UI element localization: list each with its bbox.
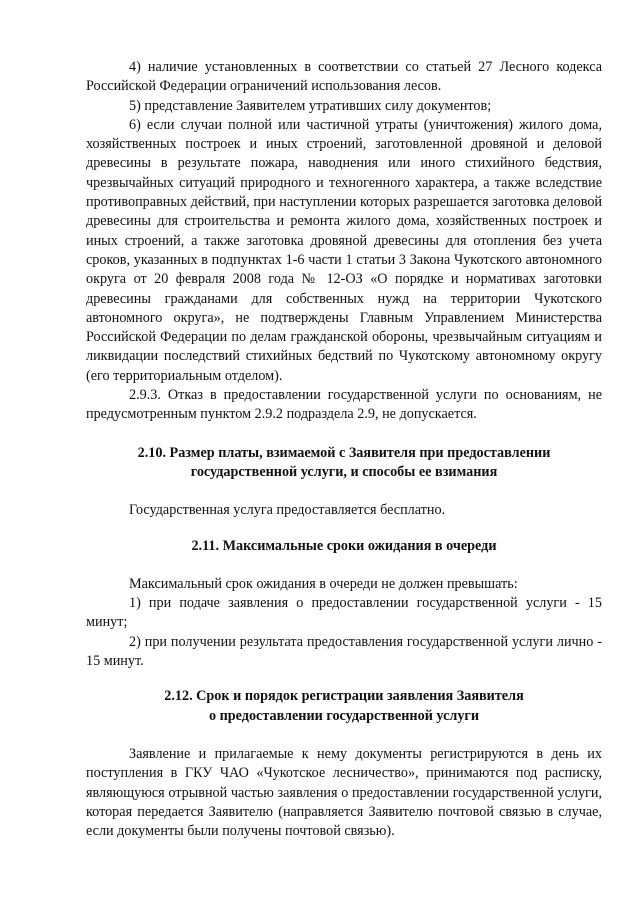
item-6-paragraph: 6) если случаи полной или частичной утраты (уничтожения) жилого дома, хозяйственных построек и иных строений, заготовленной дровяной и деловой древесины в результате пожара, наводнения или иного стихийного бедствия, чрезвычайных ситуаций природного и техногенного характера, а также вследствие противоправных действий, при наступлении которых разрешается заготовка деловой древесины для строительства и ремонта жилого дома, хозяйственных построек и иных строений, а также заготовка дровяной древесины для отопления без учета сроков, указанных в подпунктах 1-6 части 1 статьи 3 Закона Чукотского автономного округа от 20 февраля 2008 года № 12-ОЗ «О порядке и нормативах заготовки древесины гражданами для собственных нужд на территории Чукотского автономного округа», не подтверждены Главным Управлением Министерства Российской Федерации по делам гражданской обороны, чрезвычайным ситуациям и ликвидации последствий стихийных бедствий по Чукотскому автономному округу (его территориальным отделом). [86,116,602,384]
item-5-paragraph: 5) представление Заявителем утративших силу документов; [129,97,492,114]
document-page [86,58,602,841]
section-2-11-heading: 2.11. Максимальные сроки ожидания в очереди [191,537,497,554]
section-2-10-heading-line2: государственной услуги, и способы ее взимания [190,463,498,480]
section-2-11-intro: Максимальный срок ожидания в очереди не должен превышать: [129,575,518,592]
section-2-12-text: Заявление и прилагаемые к нему документы регистрируются в день их поступления в ГКУ ЧАО «Чукотское лесничество», принимаются под расписку, являющуюся отрывной частью заявления о предоставлении государственной услуги, которая передается Заявителю (направляется Заявителю почтовой связью в случае, если документы были получены почтовой связью). [86,745,602,840]
item-4-paragraph: 4) наличие установленных в соответствии со статьей 27 Лесного кодекса Российской Федерации ограничений использования лесов. [86,59,602,95]
clause-2-9-3-paragraph: 2.9.3. Отказ в предоставлении государственной услуги по основаниям, не предусмотренным пунктом 2.9.2 подраздела 2.9, не допускается. [86,387,602,423]
section-2-11-item-1: 1) при подаче заявления о предоставлении государственной услуги - 15 минут; [86,595,602,631]
section-2-12-heading [86,687,602,726]
section-2-11-item-2: 2) при получении результата предоставления государственной услуги лично - 15 минут. [86,633,602,670]
section-2-10-text: Государственная услуга предоставляется бесплатно. [129,502,446,519]
section-2-12-heading-line2: о предоставлении государственной услуги [208,707,480,724]
section-2-12-heading-line1: 2.12. Срок и порядок регистрации заявления Заявителя [164,688,524,705]
section-2-10-heading [86,444,602,483]
section-2-10-heading-line1: 2.10. Размер платы, взимаемой с Заявителя при предоставлении [137,444,551,461]
